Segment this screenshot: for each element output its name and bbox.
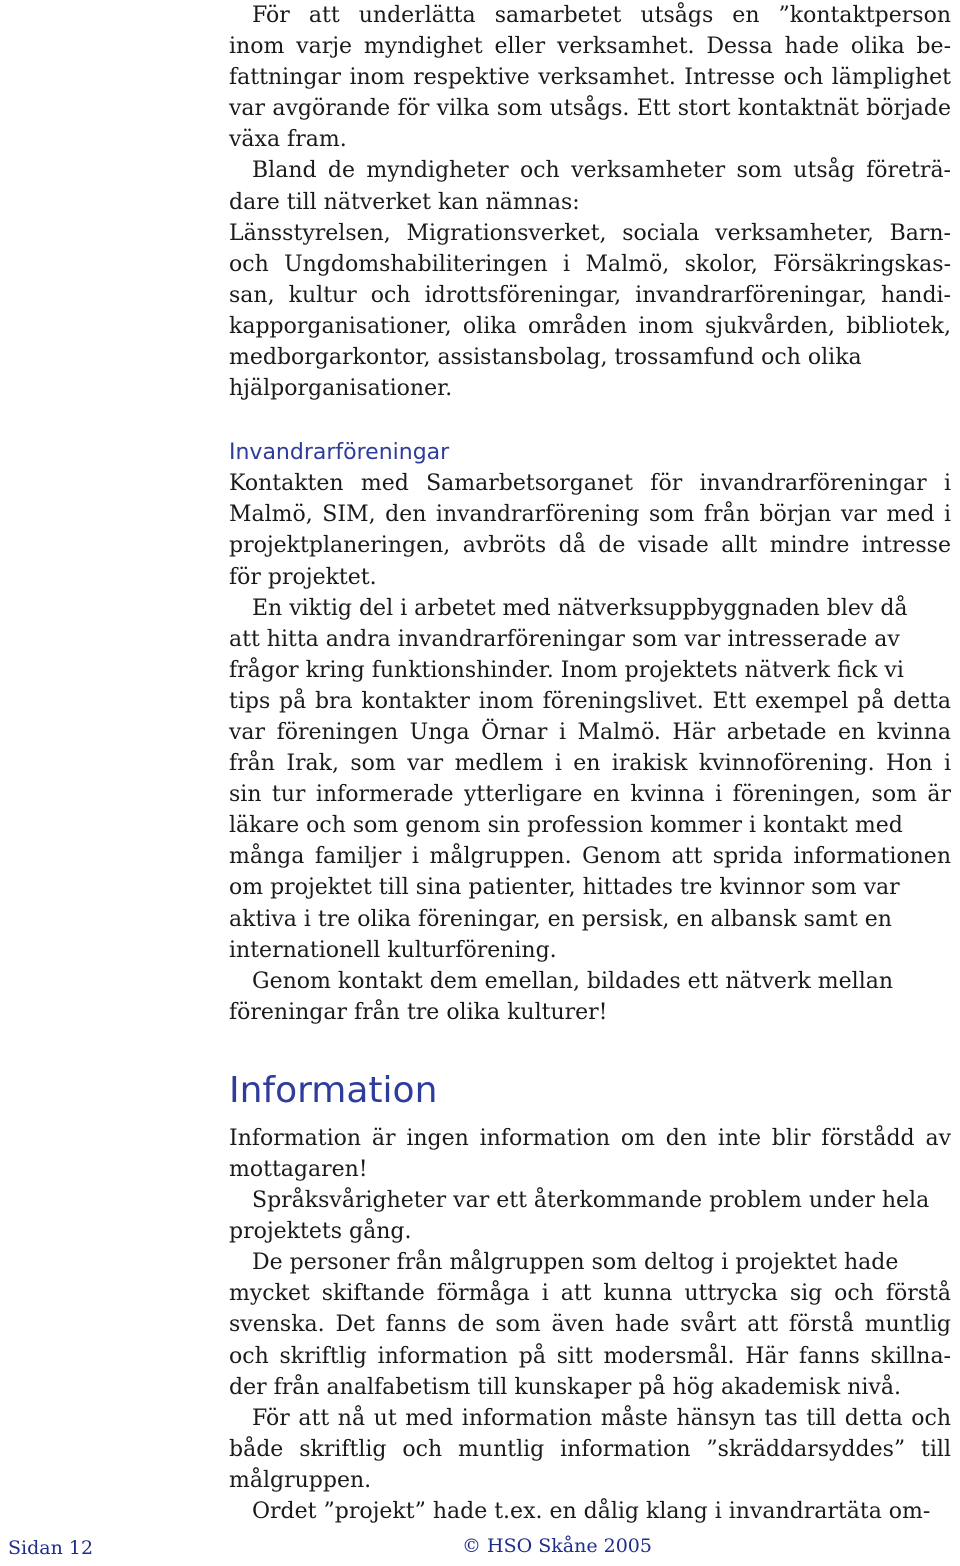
text-line: Språksvårigheter var ett återkommande problem under hela xyxy=(252,1188,930,1214)
text-line: san, kultur och idrottsföreningar, invandrarföreningar, handi- xyxy=(229,282,951,308)
text-line: för projektet. xyxy=(229,564,377,590)
text-line: dare till nätverket kan nämnas: xyxy=(229,189,580,215)
text-line: både skriftlig och muntlig information ”skräddarsyddes” till xyxy=(229,1436,951,1462)
text-line: kapporganisationer, olika områden inom sjukvården, bibliotek, xyxy=(229,313,951,339)
text-line: växa fram. xyxy=(229,127,347,153)
text-line: mottagaren! xyxy=(229,1157,368,1182)
text-line: Genom kontakt dem emellan, bildades ett nätverk mellan xyxy=(252,968,894,994)
invandrar-paragraph-2 xyxy=(229,593,951,966)
intro-paragraph-1 xyxy=(229,0,951,155)
text-line: många familjer i målgruppen. Genom att sprida informationen xyxy=(229,844,951,870)
text-line: inom varje myndighet eller verksamhet. Dessa hade olika be- xyxy=(229,34,951,60)
text-line: Länsstyrelsen, Migrationsverket, sociala verksamheter, Barn- xyxy=(229,220,951,246)
text-line: från Irak, som var medlem i en irakisk kvinnoförening. Hon i xyxy=(229,751,951,777)
information-paragraph-3 xyxy=(229,1247,951,1402)
information-paragraph-1 xyxy=(229,1123,951,1185)
text-line: der från analfabetism till kunskaper på hög akademisk nivå. xyxy=(229,1374,901,1400)
text-line: mycket skiftande förmåga i att kunna uttrycka sig och förstå xyxy=(229,1281,951,1307)
text-line: svenska. Det fanns de som även hade svårt att förstå muntlig xyxy=(229,1312,951,1338)
text-line: Ordet ”projekt” hade t.ex. en dålig klang i invandrartäta om- xyxy=(252,1499,931,1525)
copyright-notice: © HSO Skåne 2005 xyxy=(462,1535,652,1557)
text-line: läkare och som genom sin profession kommer i kontakt med xyxy=(229,813,903,839)
invandrar-paragraph-1 xyxy=(229,468,951,592)
text-line: De personer från målgruppen som deltog i projektet hade xyxy=(252,1250,899,1276)
information-paragraph-5 xyxy=(229,1496,951,1527)
text-line: om projektet till sina patienter, hittades tre kvinnor som var xyxy=(229,875,900,901)
invandrar-paragraph-3 xyxy=(229,966,951,1028)
text-line: aktiva i tre olika föreningar, en persisk, en albansk samt en xyxy=(229,906,892,932)
text-line: och Ungdomshabiliteringen i Malmö, skolor, Försäkringskas- xyxy=(229,251,951,277)
information-paragraph-4 xyxy=(229,1403,951,1496)
text-line: målgruppen. xyxy=(229,1467,372,1493)
information-paragraph-2 xyxy=(229,1185,951,1247)
section-heading-invandrarforeningar: Invandrarföreningar xyxy=(229,440,450,466)
text-line: medborgarkontor, assistansbolag, trossamfund och olika xyxy=(229,345,862,371)
text-line: Kontakten med Samarbetsorganet för invandrarföreningar i xyxy=(229,471,951,497)
section-heading-information: Information xyxy=(229,1069,438,1111)
text-line: och skriftlig information på sitt modersmål. Här fanns skillna- xyxy=(229,1343,951,1369)
page-content xyxy=(229,0,951,1527)
text-line: För att underlätta samarbetet utsågs en ”kontaktperson xyxy=(252,3,951,28)
text-line: fattningar inom respektive verksamhet. Intresse och lämplighet xyxy=(229,65,951,91)
text-line: var avgörande för vilka som utsågs. Ett stort kontaktnät började xyxy=(229,96,951,122)
text-line: tips på bra kontakter inom föreningslivet. Ett exempel på detta xyxy=(229,688,951,714)
text-line: En viktig del i arbetet med nätverksuppbyggnaden blev då xyxy=(252,595,908,621)
page-number: Sidan 12 xyxy=(8,1537,94,1559)
text-line: Malmö, SIM, den invandrarförening som från början var med i xyxy=(229,502,951,528)
text-line: var föreningen Unga Örnar i Malmö. Här arbetade en kvinna xyxy=(229,719,951,745)
text-line: internationell kulturförening. xyxy=(229,937,557,963)
intro-paragraph-2 xyxy=(229,155,951,404)
text-line: sin tur informerade ytterligare en kvinna i föreningen, som är xyxy=(229,782,951,808)
text-line: Bland de myndigheter och verksamheter som utsåg företrä- xyxy=(252,158,951,184)
text-line: föreningar från tre olika kulturer! xyxy=(229,999,608,1025)
text-line: att hitta andra invandrarföreningar som var intresserade av xyxy=(229,626,900,652)
text-line: hjälporganisationer. xyxy=(229,376,453,402)
text-line: frågor kring funktionshinder. Inom projektets nätverk fick vi xyxy=(229,657,904,683)
text-line: projektplaneringen, avbröts då de visade allt mindre intresse xyxy=(229,533,951,559)
text-line: Information är ingen information om den inte blir förstådd av xyxy=(229,1125,951,1151)
text-line: projektets gång. xyxy=(229,1219,412,1245)
text-line: För att nå ut med information måste hänsyn tas till detta och xyxy=(252,1405,951,1431)
